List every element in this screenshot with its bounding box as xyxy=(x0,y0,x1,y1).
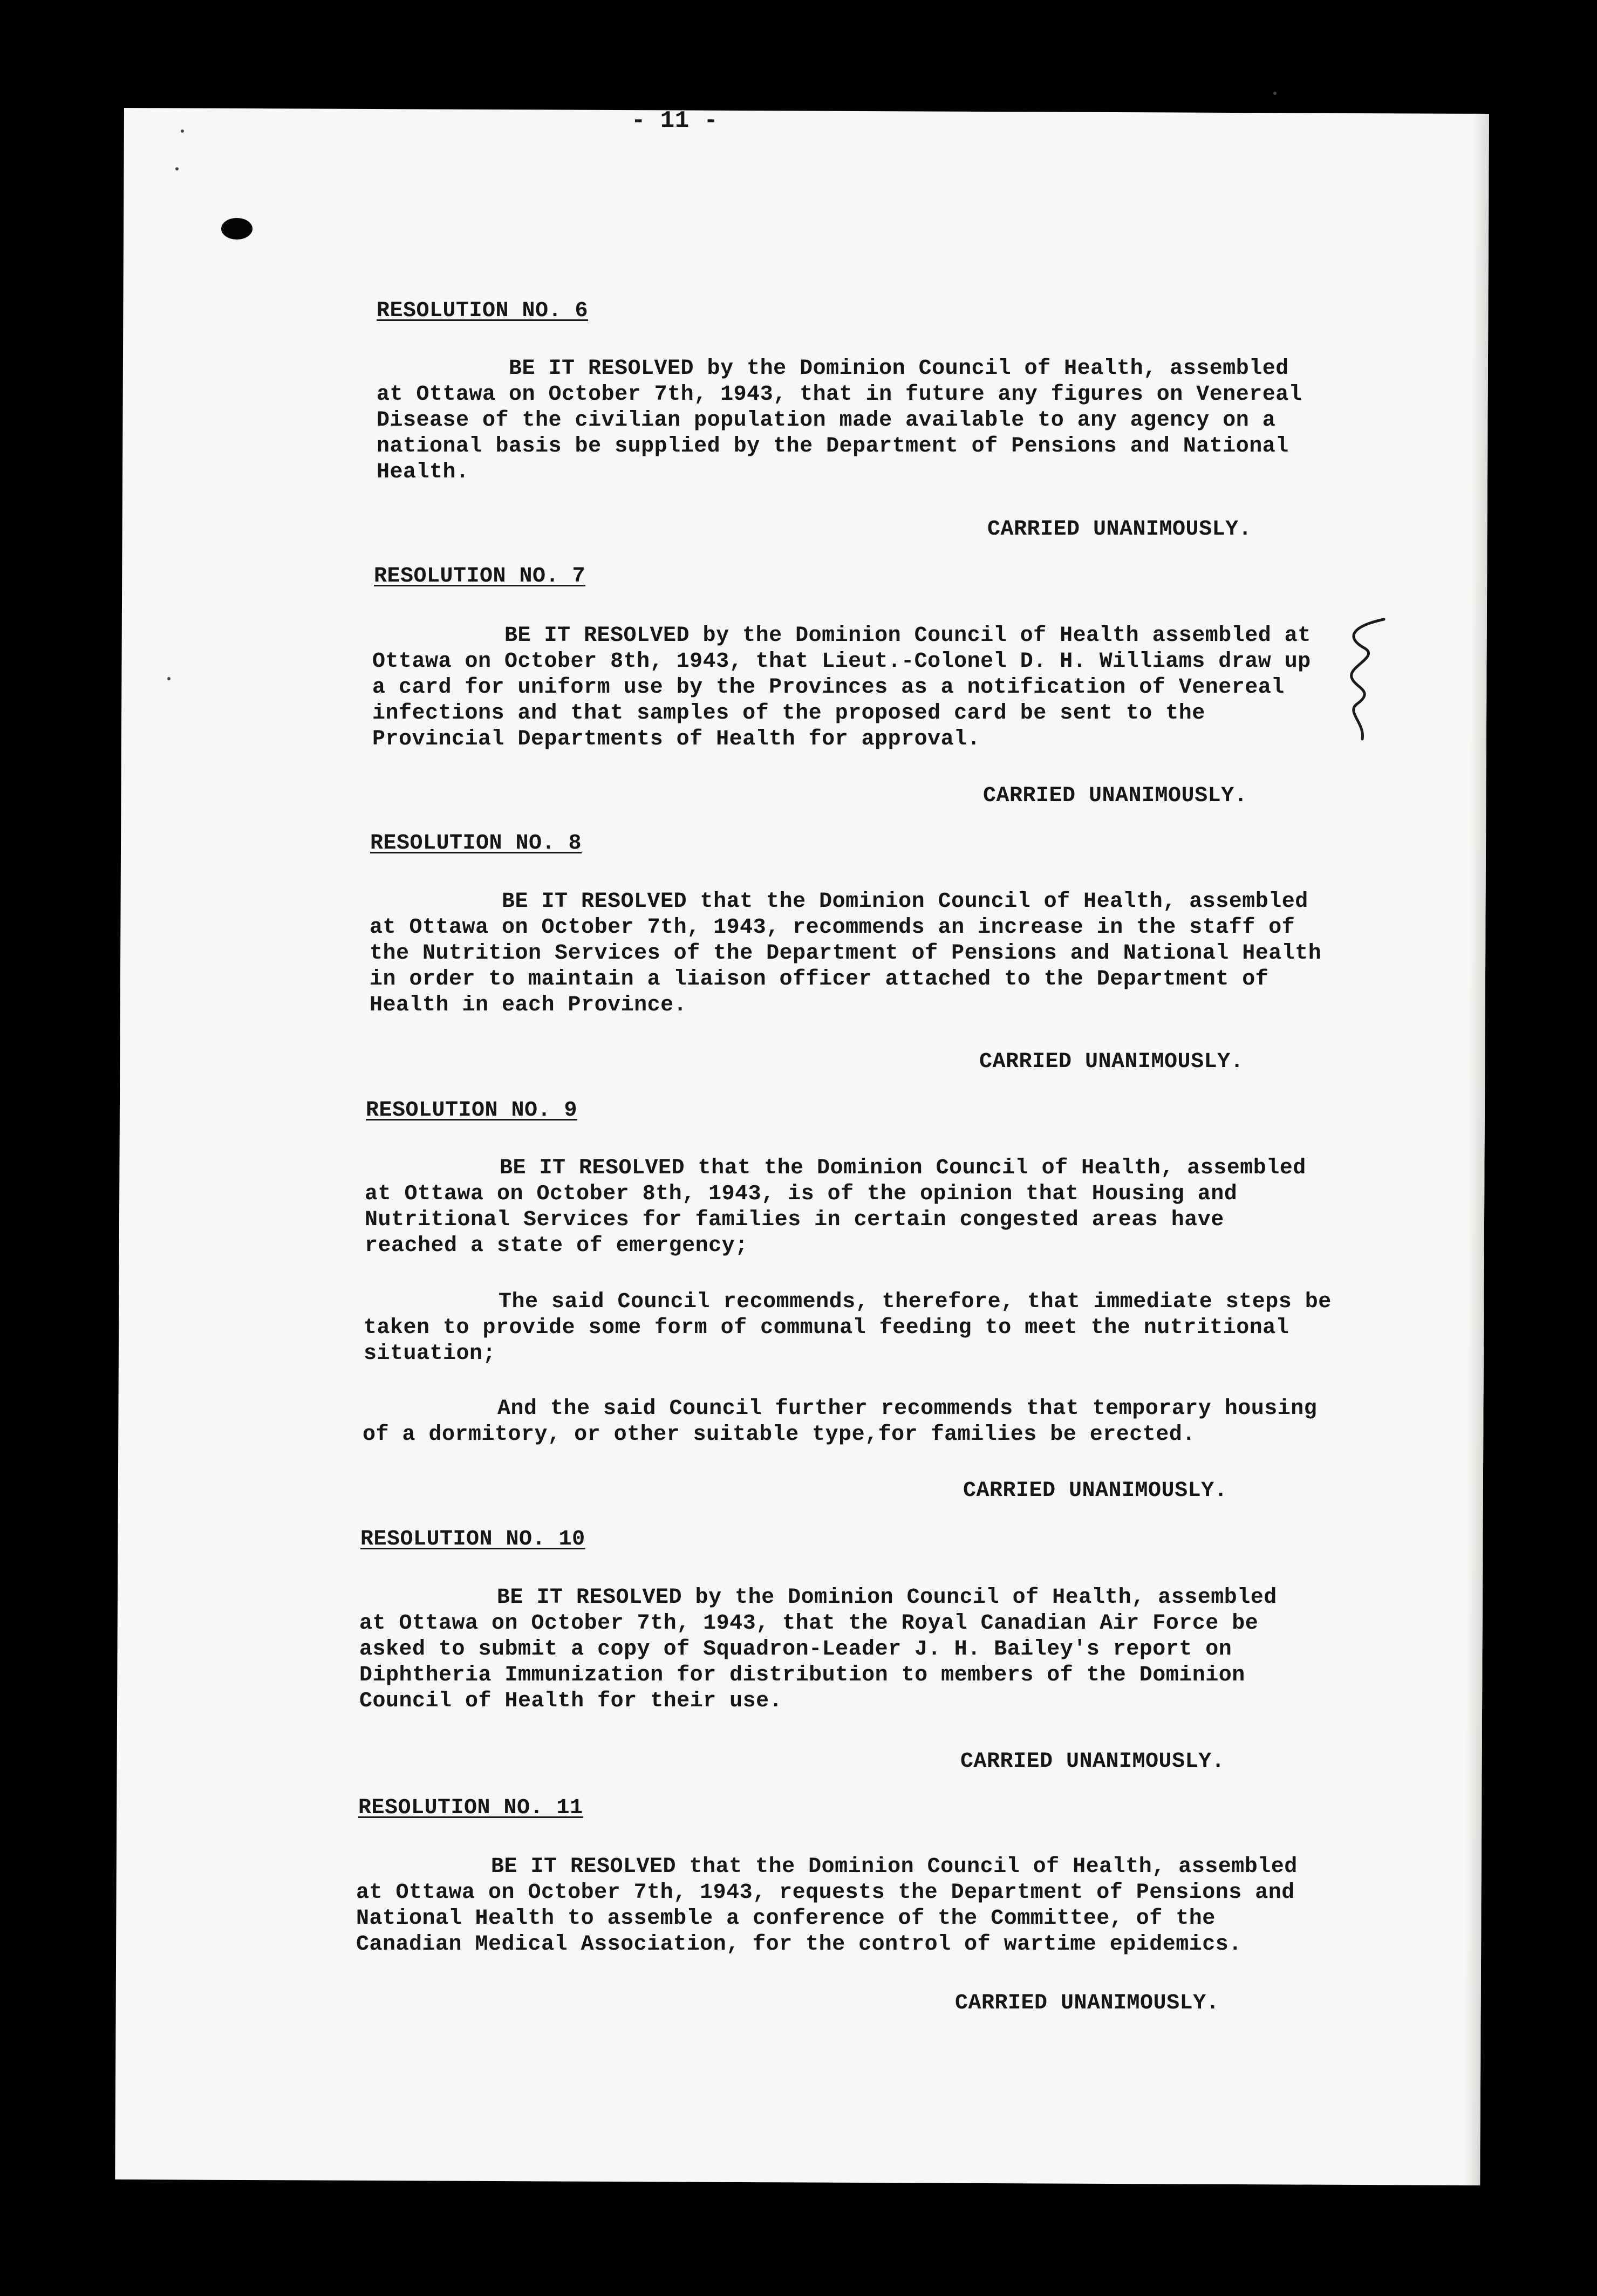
resolution-9-heading: RESOLUTION NO. 9 xyxy=(366,1098,578,1123)
resolution-11-paragraph: BE IT RESOLVED that the Dominion Council of Health, assembled at Ottawa on October 7th, 1943, requests the Department of Pensions and National Health to assemble a conference of the Committee, of the Canadian Medical Association, for the control of wartime epidemics. xyxy=(356,1855,1298,1957)
resolution-6-paragraph: BE IT RESOLVED by the Dominion Council of Health, assembled at Ottawa on October 7th, 1943, that in future any figures on Venereal Disease of the civilian population made available to any agency on a national basis be supplied by the Department of Pensions and National Health. xyxy=(377,357,1302,484)
resolution-8-heading: RESOLUTION NO. 8 xyxy=(370,831,582,856)
handwritten-margin-mark-icon xyxy=(1333,615,1392,744)
dust-speck xyxy=(167,677,170,680)
page-number: - 11 - xyxy=(631,107,719,134)
resolution-6-status: CARRIED UNANIMOUSLY. xyxy=(987,517,1252,542)
resolution-11-heading: RESOLUTION NO. 11 xyxy=(358,1796,583,1820)
resolution-10-status: CARRIED UNANIMOUSLY. xyxy=(960,1750,1225,1774)
resolution-8-paragraph: BE IT RESOLVED that the Dominion Council of Health, assembled at Ottawa on October 7th, 1943, recommends an increase in the staff of the Nutrition Services of the Department of Pensions and National Health in order to maintain a liaison officer attached to the Department of Health in each Province. xyxy=(370,890,1322,1017)
dust-speck xyxy=(1273,92,1277,95)
resolution-7-status: CARRIED UNANIMOUSLY. xyxy=(983,784,1248,808)
page-edge-shadow xyxy=(1464,114,1489,2185)
resolution-7-paragraph: BE IT RESOLVED by the Dominion Council of Health assembled at Ottawa on October 8th, 1943, that Lieut.-Colonel D. H. Williams draw up a card for uniform use by the Provinces as a notification of Venereal infections and that samples of the proposed card be sent to the Provincial Departments of Health for approval. xyxy=(372,624,1311,751)
resolution-9-status: CARRIED UNANIMOUSLY. xyxy=(963,1479,1228,1503)
punch-hole xyxy=(221,218,252,240)
resolution-11-status: CARRIED UNANIMOUSLY. xyxy=(955,1991,1220,2015)
resolution-9-paragraph-1: BE IT RESOLVED that the Dominion Council of Health, assembled at Ottawa on October 8th, 1943, is of the opinion that Housing and Nutritional Services for families in certain congested areas have reached a state of emergency; xyxy=(365,1156,1306,1258)
resolution-9-paragraph-2: The said Council recommends, therefore, that immediate steps be taken to provide some form of communal feeding to meet the nutritional situation; xyxy=(364,1290,1332,1366)
dust-speck xyxy=(181,129,184,133)
resolution-10-heading: RESOLUTION NO. 10 xyxy=(360,1527,585,1552)
dust-speck xyxy=(175,167,179,170)
resolution-8-status: CARRIED UNANIMOUSLY. xyxy=(979,1050,1244,1074)
resolution-9-paragraph-3: And the said Council further recommends that temporary housing of a dormitory, or other suitable type,for families be erected. xyxy=(363,1397,1318,1447)
resolution-6-heading: RESOLUTION NO. 6 xyxy=(377,299,589,323)
resolution-10-paragraph: BE IT RESOLVED by the Dominion Council of Health, assembled at Ottawa on October 7th, 1943, that the Royal Canadian Air Force be asked to submit a copy of Squadron-Leader J. H. Bailey's report on Diphtheria Immunization for distribution to members of the Dominion Council of Health for their use. xyxy=(359,1586,1277,1713)
resolution-7-heading: RESOLUTION NO. 7 xyxy=(374,564,586,589)
